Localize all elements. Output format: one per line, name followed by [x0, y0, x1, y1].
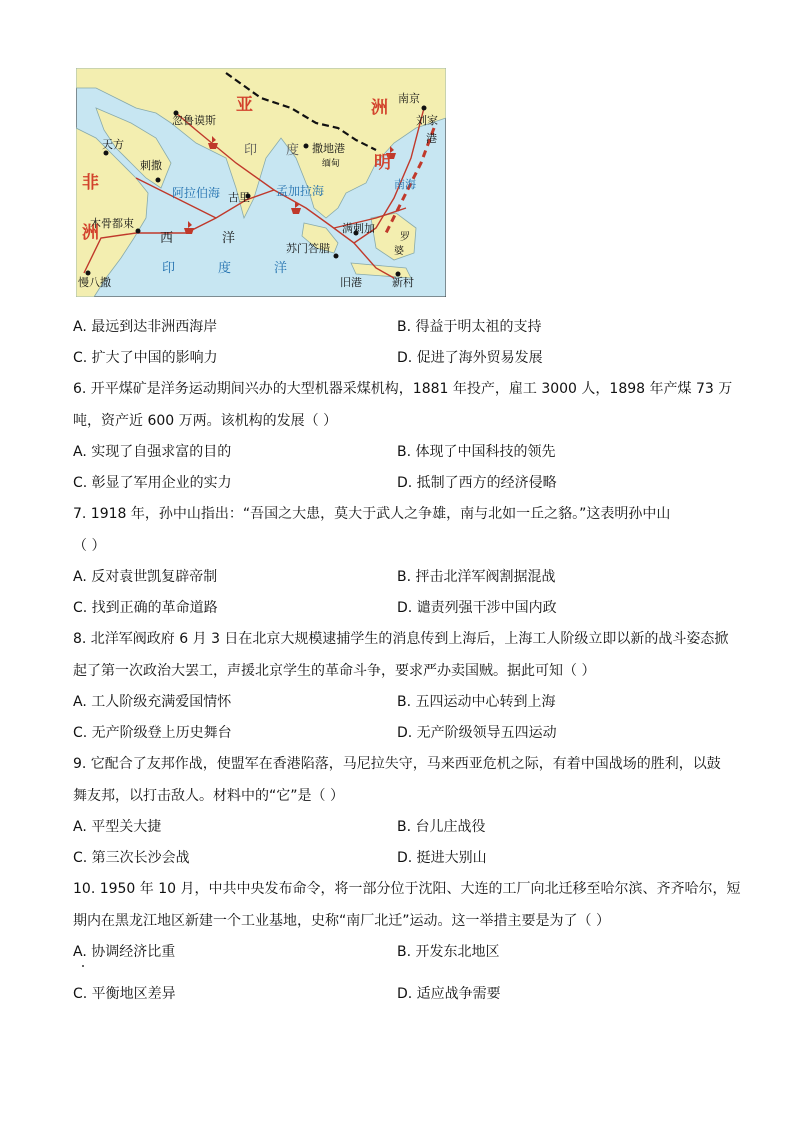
q7-stem-line-1: 7. 1918 年，孙中山指出：“吾国之大患，莫大于武人之争雄，南与北如一丘之貉。”这表明孙中山 [73, 506, 671, 522]
map-label-south-sea: 南海 [394, 178, 416, 191]
map-label-nanjing: 南京 [398, 92, 420, 105]
q5-option-d: D. 促进了海外贸易发展 [397, 350, 543, 366]
q8-option-b: B. 五四运动中心转到上海 [397, 694, 556, 710]
q7-stem-line-2: （ ） [73, 538, 106, 554]
q9-option-c: C. 第三次长沙会战 [73, 850, 190, 866]
q7-option-a: A. 反对袁世凯复辟帝制 [73, 569, 218, 585]
q10-stem-line-1: 10. 1950 年 10 月，中共中央发布命令，将一部分位于沈阳、大连的工厂向北迁移至哈尔滨、齐齐哈尔，短 [73, 881, 741, 897]
map-label-borneo: 罗 [400, 232, 410, 243]
q9-stem-line-1: 9. 它配合了友邦作战，使盟军在香港陷落，马尼拉失守，马来西亚危机之际，有着中国战场的胜利，以鼓 [73, 756, 721, 772]
q8-option-c: C. 无产阶级登上历史舞台 [73, 725, 232, 741]
map-label-hormuz: 忽鲁谟斯 [172, 114, 216, 127]
q8-option-a: A. 工人阶级充满爱国情怀 [73, 694, 232, 710]
map-label-du: 度 [286, 143, 300, 158]
q5-option-b: B. 得益于明太祖的支持 [397, 319, 542, 335]
q6-option-a: A. 实现了自强求富的目的 [73, 444, 232, 460]
q10-option-b: B. 开发东北地区 [397, 944, 500, 960]
q8-option-d: D. 无产阶级领导五四运动 [397, 725, 557, 741]
map-label-indian-ocean-3: 洋 [274, 261, 288, 276]
map-label-ming: 明 [374, 153, 391, 173]
map-label-mombasa: 慢八撒 [78, 276, 111, 289]
q9-option-b: B. 台儿庄战役 [397, 819, 486, 835]
q10-option-d: D. 适应战争需要 [397, 986, 501, 1002]
map-label-liujiagang: 刘家 [416, 114, 438, 127]
q10-option-c: C. 平衡地区差异 [73, 986, 176, 1002]
map-label-indian-ocean-2: 度 [218, 261, 232, 276]
q8-stem-line-2: 起了第一次政治大罢工，声援北京学生的革命斗争，要求严办卖国贼。据此可知（ ） [73, 663, 596, 679]
map-label-bay-of-bengal: 孟加拉海 [276, 184, 325, 198]
map-label-arabian-sea: 阿拉伯海 [172, 186, 221, 200]
q6-option-b: B. 体现了中国科技的领先 [397, 444, 556, 460]
q7-option-b: B. 抨击北洋军阀割据混战 [397, 569, 556, 585]
map-label-chittagong: 撒地港 [312, 142, 345, 155]
q7-option-c: C. 找到正确的革命道路 [73, 600, 218, 616]
map-label-africa: 非 [82, 173, 99, 193]
q10-stem-line-2: 期内在黑龙江地区新建一个工业基地，史称“南厂北迁”运动。这一举措主要是为了（ ） [73, 913, 610, 929]
q5-option-a: A. 最远到达非洲西海岸 [73, 319, 218, 335]
map-label-borneo-2: 婆 [394, 246, 404, 257]
map-label-asia: 亚 [236, 95, 253, 115]
q6-option-d: D. 抵制了西方的经济侵略 [397, 475, 557, 491]
q6-stem-line-1: 6. 开平煤矿是洋务运动期间兴办的大型机器采煤机构，1881 年投产，雇工 3000 人，1898 年产煤 73 万 [73, 381, 733, 397]
q6-stem-line-2: 吨，资产近 600 万两。该机构的发展（ ） [73, 413, 338, 429]
map-label-tianfang: 天方 [102, 138, 124, 151]
q9-stem-line-2: 舞友邦，以打击敌人。材料中的“它”是（ ） [73, 788, 344, 804]
map-label-malacca: 满刺加 [342, 222, 375, 235]
map-label-burma: 缅甸 [322, 159, 341, 169]
map-label-mogadishu: 木骨都束 [90, 217, 134, 230]
q6-option-c: C. 彰显了军用企业的实力 [73, 475, 232, 491]
map-label-sumatra: 苏门答腊 [286, 242, 330, 255]
map-label-changle: 港 [426, 132, 437, 145]
q9-option-d: D. 挺进大别山 [397, 850, 487, 866]
map-label-old-port: 旧港 [340, 276, 362, 289]
map-label-new-village: 新村 [392, 276, 414, 289]
map-label-india: 印 [244, 143, 258, 158]
q5-option-c: C. 扩大了中国的影响力 [73, 350, 218, 366]
q10-option-a: A. 协调经济比重 [73, 944, 176, 960]
stray-mark [82, 965, 84, 967]
map-label-zufar: 刺撒 [140, 159, 162, 172]
q9-option-a: A. 平型关大捷 [73, 819, 162, 835]
map-label-west: 西 [160, 231, 174, 246]
map-label-africa-continent: 洲 [82, 223, 99, 243]
zheng-he-voyage-map [76, 68, 446, 297]
map-label-ocean: 洋 [222, 231, 236, 246]
q8-stem-line-1: 8. 北洋军阀政府 6 月 3 日在北京大规模逮捕学生的消息传到上海后，上海工人阶级立即以新的战斗姿态掀 [73, 631, 729, 647]
map-label-calicut: 古里 [228, 191, 250, 204]
map-label-asia-continent: 洲 [371, 98, 388, 118]
map-label-indian-ocean-1: 印 [162, 261, 176, 276]
q7-option-d: D. 谴责列强干涉中国内政 [397, 600, 557, 616]
